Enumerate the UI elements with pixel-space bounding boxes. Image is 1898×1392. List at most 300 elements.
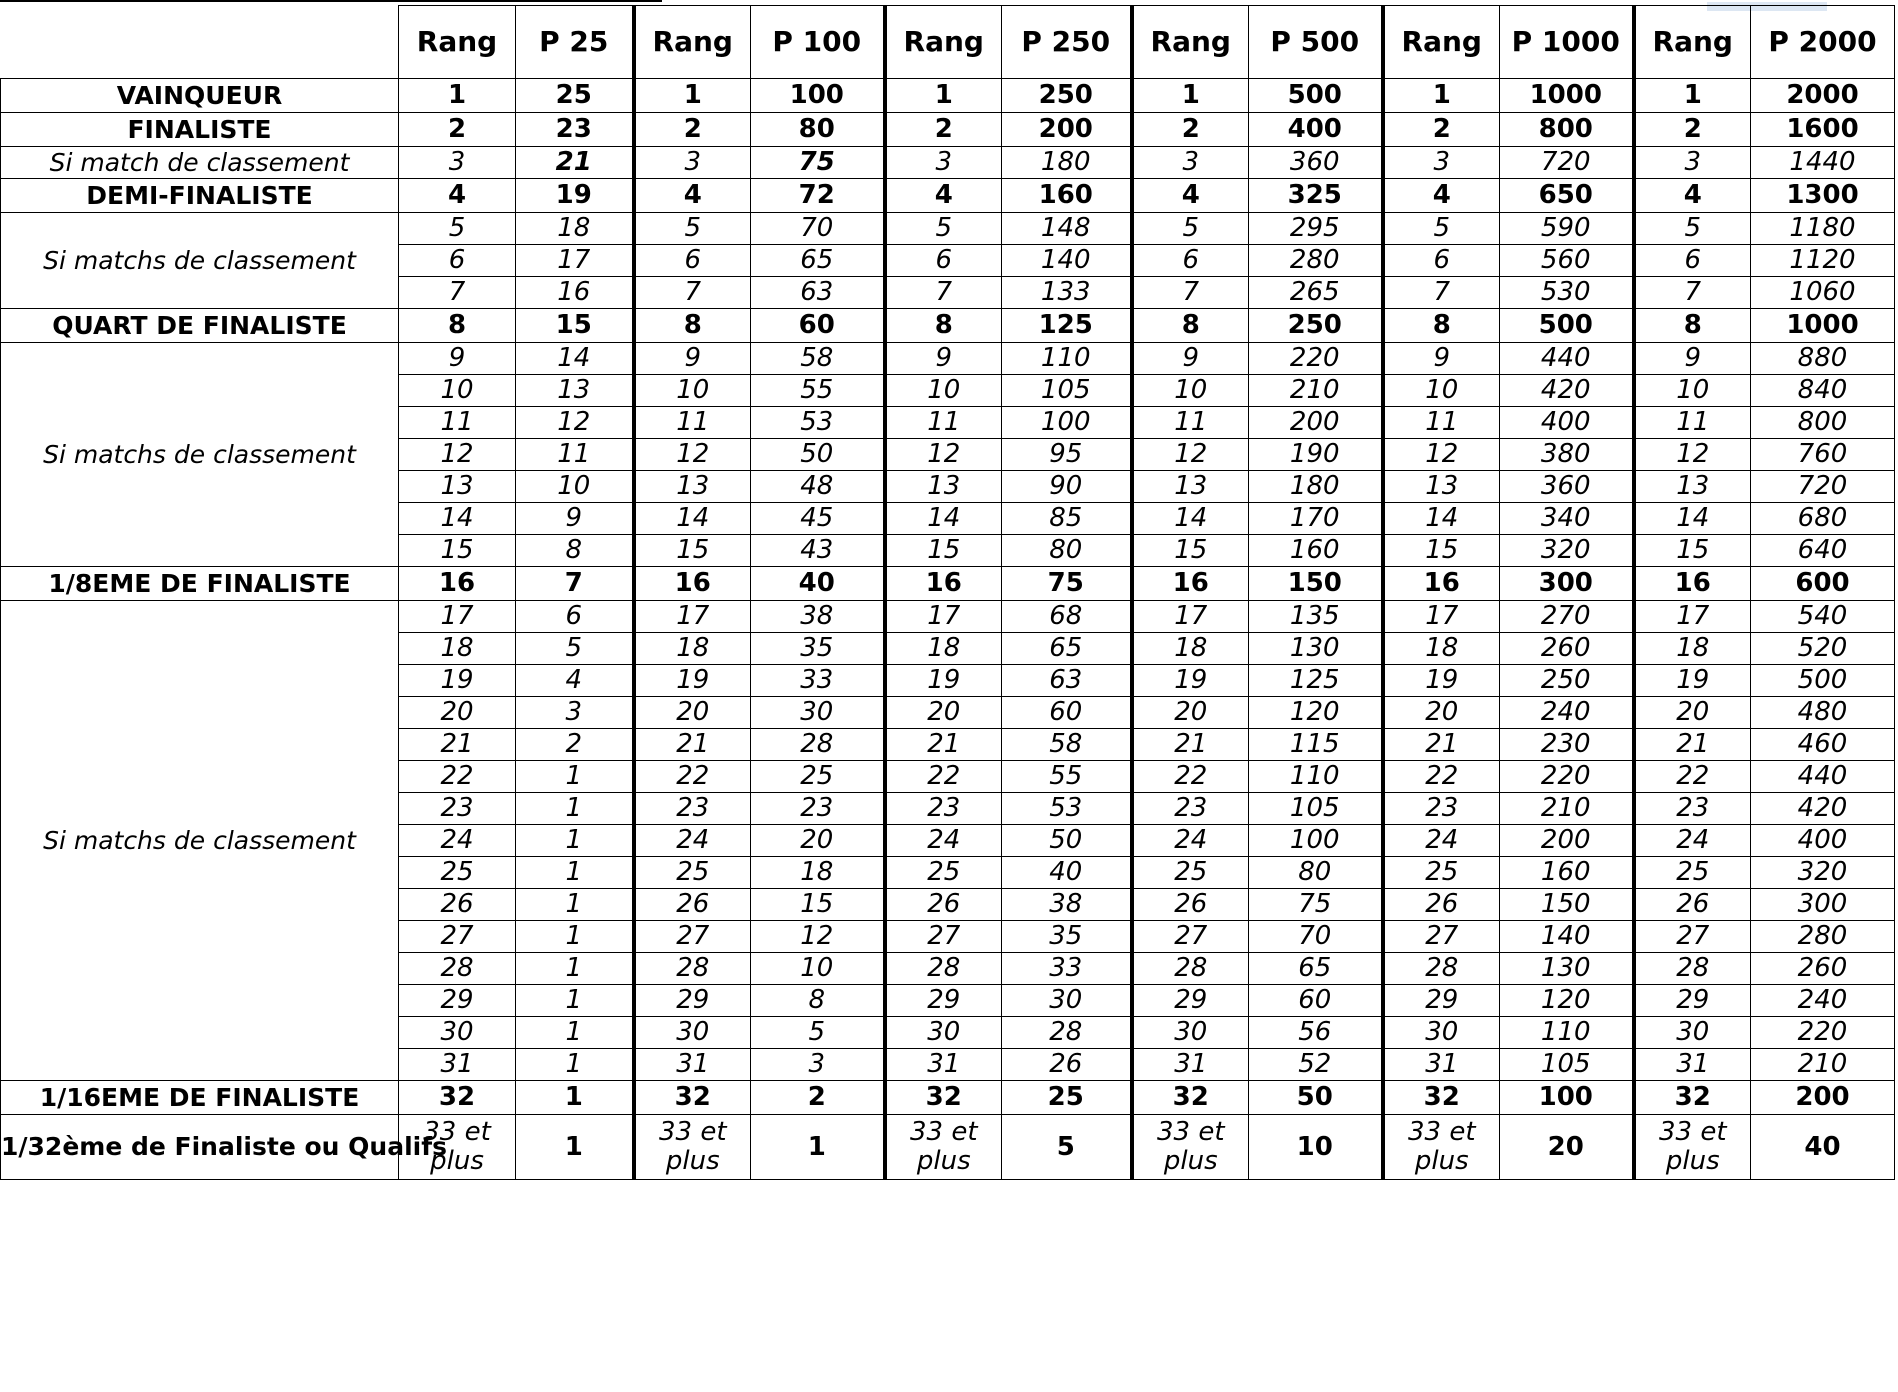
points-cell: 150	[1500, 889, 1634, 921]
points-cell: 80	[1002, 535, 1132, 567]
rang-cell: 4	[1634, 179, 1751, 213]
rang-cell: 3	[885, 147, 1002, 179]
rang-cell: 4	[1132, 179, 1249, 213]
rang-cell: 23	[634, 793, 751, 825]
rang-cell: 33 et plus	[1132, 1115, 1249, 1180]
points-cell: 28	[751, 729, 885, 761]
row-label: VAINQUEUR	[1, 79, 399, 113]
points-cell: 340	[1500, 503, 1634, 535]
points-cell: 60	[1249, 985, 1383, 1017]
rang-cell: 3	[399, 147, 516, 179]
points-cell: 58	[751, 343, 885, 375]
rang-cell: 20	[634, 697, 751, 729]
rang-cell: 14	[885, 503, 1002, 535]
rang-cell: 25	[399, 857, 516, 889]
points-cell: 1	[516, 1017, 634, 1049]
points-cell: 200	[1002, 113, 1132, 147]
table-row	[1, 213, 1895, 245]
rang-cell: 14	[1634, 503, 1751, 535]
rang-cell: 14	[399, 503, 516, 535]
rang-cell: 23	[1132, 793, 1249, 825]
rang-cell: 17	[1634, 601, 1751, 633]
points-cell: 53	[751, 407, 885, 439]
points-cell: 680	[1751, 503, 1895, 535]
rang-cell: 17	[885, 601, 1002, 633]
points-cell: 10	[1249, 1115, 1383, 1180]
rang-cell: 12	[634, 439, 751, 471]
rang-cell: 4	[885, 179, 1002, 213]
points-cell: 63	[751, 277, 885, 309]
points-cell: 420	[1500, 375, 1634, 407]
points-cell: 380	[1500, 439, 1634, 471]
rang-cell: 33 et plus	[634, 1115, 751, 1180]
points-cell: 120	[1500, 985, 1634, 1017]
rang-cell: 9	[1132, 343, 1249, 375]
rang-cell: 28	[399, 953, 516, 985]
rang-cell: 22	[1634, 761, 1751, 793]
table-row	[1, 147, 1895, 179]
points-cell: 56	[1249, 1017, 1383, 1049]
points-cell: 240	[1500, 697, 1634, 729]
rang-cell: 29	[1132, 985, 1249, 1017]
points-cell: 15	[751, 889, 885, 921]
points-cell: 250	[1002, 79, 1132, 113]
points-cell: 1	[751, 1115, 885, 1180]
rang-cell: 28	[634, 953, 751, 985]
rang-cell: 3	[634, 147, 751, 179]
rang-cell: 13	[1383, 471, 1500, 503]
rang-cell: 6	[1383, 245, 1500, 277]
points-cell: 360	[1500, 471, 1634, 503]
column-header: Rang	[1383, 6, 1500, 79]
rang-cell: 16	[1634, 567, 1751, 601]
points-cell: 720	[1751, 471, 1895, 503]
rang-cell: 12	[1383, 439, 1500, 471]
rang-cell: 25	[634, 857, 751, 889]
points-cell: 8	[751, 985, 885, 1017]
rang-cell: 32	[1132, 1081, 1249, 1115]
row-label: Si matchs de classement	[1, 213, 399, 309]
rang-cell: 4	[1383, 179, 1500, 213]
row-label: 1/16EME DE FINALISTE	[1, 1081, 399, 1115]
points-cell: 38	[751, 601, 885, 633]
points-cell: 1300	[1751, 179, 1895, 213]
points-cell: 40	[751, 567, 885, 601]
rang-cell: 25	[1132, 857, 1249, 889]
points-cell: 2000	[1751, 79, 1895, 113]
points-cell: 11	[516, 439, 634, 471]
points-cell: 160	[1249, 535, 1383, 567]
rang-cell: 31	[634, 1049, 751, 1081]
table-row	[1, 79, 1895, 113]
points-cell: 35	[1002, 921, 1132, 953]
row-label: DEMI-FINALISTE	[1, 179, 399, 213]
rang-cell: 10	[885, 375, 1002, 407]
row-label: 1/8EME DE FINALISTE	[1, 567, 399, 601]
points-cell: 12	[516, 407, 634, 439]
rang-cell: 22	[634, 761, 751, 793]
points-cell: 35	[751, 633, 885, 665]
rang-cell: 6	[634, 245, 751, 277]
rang-cell: 32	[885, 1081, 1002, 1115]
points-cell: 1000	[1500, 79, 1634, 113]
rang-cell: 15	[399, 535, 516, 567]
rang-cell: 29	[1634, 985, 1751, 1017]
points-cell: 280	[1249, 245, 1383, 277]
column-header: P 1000	[1500, 6, 1634, 79]
points-cell: 80	[751, 113, 885, 147]
table-row	[1, 343, 1895, 375]
row-label: FINALISTE	[1, 113, 399, 147]
rang-cell: 3	[1634, 147, 1751, 179]
rang-cell: 22	[399, 761, 516, 793]
rang-cell: 31	[1383, 1049, 1500, 1081]
points-cell: 1600	[1751, 113, 1895, 147]
rang-cell: 26	[885, 889, 1002, 921]
points-cell: 210	[1249, 375, 1383, 407]
points-cell: 840	[1751, 375, 1895, 407]
points-cell: 125	[1249, 665, 1383, 697]
rang-cell: 9	[1383, 343, 1500, 375]
points-cell: 1	[516, 1049, 634, 1081]
rang-cell: 1	[1634, 79, 1751, 113]
rang-cell: 21	[1634, 729, 1751, 761]
points-cell: 85	[1002, 503, 1132, 535]
points-cell: 30	[751, 697, 885, 729]
points-cell: 880	[1751, 343, 1895, 375]
rang-cell: 11	[634, 407, 751, 439]
table-row	[1, 601, 1895, 633]
points-cell: 1	[516, 761, 634, 793]
points-cell: 250	[1500, 665, 1634, 697]
points-cell: 200	[1249, 407, 1383, 439]
rang-cell: 1	[399, 79, 516, 113]
points-cell: 210	[1751, 1049, 1895, 1081]
rang-cell: 7	[1383, 277, 1500, 309]
points-cell: 43	[751, 535, 885, 567]
rang-cell: 14	[1132, 503, 1249, 535]
points-cell: 7	[516, 567, 634, 601]
points-cell: 265	[1249, 277, 1383, 309]
rang-cell: 30	[399, 1017, 516, 1049]
points-cell: 800	[1751, 407, 1895, 439]
points-cell: 40	[1751, 1115, 1895, 1180]
points-cell: 420	[1751, 793, 1895, 825]
column-header: Rang	[1132, 6, 1249, 79]
points-cell: 130	[1500, 953, 1634, 985]
rang-cell: 22	[1383, 761, 1500, 793]
rang-cell: 8	[885, 309, 1002, 343]
points-cell: 68	[1002, 601, 1132, 633]
rang-cell: 13	[1634, 471, 1751, 503]
points-cell: 1	[516, 921, 634, 953]
points-cell: 72	[751, 179, 885, 213]
rang-cell: 31	[885, 1049, 1002, 1081]
points-cell: 75	[1249, 889, 1383, 921]
rang-cell: 32	[1383, 1081, 1500, 1115]
points-cell: 180	[1002, 147, 1132, 179]
rang-cell: 20	[1634, 697, 1751, 729]
points-cell: 500	[1751, 665, 1895, 697]
points-cell: 25	[1002, 1081, 1132, 1115]
points-cell: 70	[751, 213, 885, 245]
rang-cell: 31	[1634, 1049, 1751, 1081]
points-cell: 400	[1751, 825, 1895, 857]
rang-cell: 2	[399, 113, 516, 147]
points-cell: 12	[751, 921, 885, 953]
rang-cell: 1	[1383, 79, 1500, 113]
points-cell: 50	[751, 439, 885, 471]
points-cell: 400	[1249, 113, 1383, 147]
rang-cell: 29	[399, 985, 516, 1017]
points-cell: 70	[1249, 921, 1383, 953]
rang-cell: 20	[399, 697, 516, 729]
rang-cell: 10	[399, 375, 516, 407]
rang-cell: 15	[1383, 535, 1500, 567]
points-cell: 480	[1751, 697, 1895, 729]
points-cell: 5	[751, 1017, 885, 1049]
points-cell: 1060	[1751, 277, 1895, 309]
points-cell: 150	[1249, 567, 1383, 601]
rang-cell: 11	[1383, 407, 1500, 439]
points-cell: 540	[1751, 601, 1895, 633]
points-cell: 23	[516, 113, 634, 147]
points-cell: 40	[1002, 857, 1132, 889]
rang-cell: 14	[634, 503, 751, 535]
rang-cell: 23	[1383, 793, 1500, 825]
rang-cell: 27	[1383, 921, 1500, 953]
points-cell: 440	[1500, 343, 1634, 375]
points-cell: 105	[1500, 1049, 1634, 1081]
points-cell: 16	[516, 277, 634, 309]
points-cell: 5	[516, 633, 634, 665]
points-cell: 4	[516, 665, 634, 697]
rang-cell: 12	[1132, 439, 1249, 471]
rang-cell: 20	[1383, 697, 1500, 729]
points-cell: 650	[1500, 179, 1634, 213]
rang-cell: 14	[1383, 503, 1500, 535]
rang-cell: 19	[1634, 665, 1751, 697]
points-cell: 53	[1002, 793, 1132, 825]
points-cell: 13	[516, 375, 634, 407]
points-cell: 800	[1500, 113, 1634, 147]
points-cell: 60	[1002, 697, 1132, 729]
rang-cell: 16	[885, 567, 1002, 601]
points-cell: 120	[1249, 697, 1383, 729]
rang-cell: 32	[1634, 1081, 1751, 1115]
rang-cell: 18	[634, 633, 751, 665]
rang-cell: 13	[885, 471, 1002, 503]
rang-cell: 27	[885, 921, 1002, 953]
rang-cell: 5	[399, 213, 516, 245]
points-table	[0, 5, 1895, 1180]
rang-cell: 12	[1634, 439, 1751, 471]
rang-cell: 17	[1132, 601, 1249, 633]
rang-cell: 9	[885, 343, 1002, 375]
rang-cell: 3	[1383, 147, 1500, 179]
rang-cell: 18	[1383, 633, 1500, 665]
rang-cell: 26	[1132, 889, 1249, 921]
rang-cell: 26	[634, 889, 751, 921]
column-header: P 25	[516, 6, 634, 79]
points-cell: 530	[1500, 277, 1634, 309]
points-cell: 1180	[1751, 213, 1895, 245]
points-cell: 2	[516, 729, 634, 761]
points-cell: 1	[516, 825, 634, 857]
column-header: Rang	[885, 6, 1002, 79]
rang-cell: 7	[634, 277, 751, 309]
points-cell: 220	[1249, 343, 1383, 375]
points-cell: 320	[1751, 857, 1895, 889]
points-cell: 100	[1249, 825, 1383, 857]
rang-cell: 22	[1132, 761, 1249, 793]
rang-cell: 19	[1132, 665, 1249, 697]
points-cell: 300	[1500, 567, 1634, 601]
rang-cell: 24	[1634, 825, 1751, 857]
points-cell: 5	[1002, 1115, 1132, 1180]
row-label: Si match de classement	[1, 147, 399, 179]
rang-cell: 10	[1132, 375, 1249, 407]
rang-cell: 8	[634, 309, 751, 343]
rang-cell: 12	[399, 439, 516, 471]
points-cell: 400	[1500, 407, 1634, 439]
points-cell: 18	[516, 213, 634, 245]
points-cell: 1	[516, 1115, 634, 1180]
rang-cell: 1	[885, 79, 1002, 113]
rang-cell: 31	[399, 1049, 516, 1081]
table-row	[1, 1081, 1895, 1115]
points-cell: 10	[516, 471, 634, 503]
points-cell: 1	[516, 1081, 634, 1115]
rang-cell: 17	[399, 601, 516, 633]
rang-cell: 24	[1132, 825, 1249, 857]
points-cell: 560	[1500, 245, 1634, 277]
rang-cell: 6	[1132, 245, 1249, 277]
top-border-line	[0, 0, 662, 2]
rang-cell: 7	[1132, 277, 1249, 309]
rang-cell: 18	[885, 633, 1002, 665]
points-cell: 20	[751, 825, 885, 857]
points-cell: 3	[751, 1049, 885, 1081]
points-cell: 75	[1002, 567, 1132, 601]
points-cell: 60	[751, 309, 885, 343]
rang-cell: 31	[1132, 1049, 1249, 1081]
header-corner-cell	[1, 6, 399, 79]
points-cell: 210	[1500, 793, 1634, 825]
points-cell: 25	[751, 761, 885, 793]
points-cell: 160	[1002, 179, 1132, 213]
rang-cell: 33 et plus	[885, 1115, 1002, 1180]
rang-cell: 28	[1634, 953, 1751, 985]
rang-cell: 6	[1634, 245, 1751, 277]
points-cell: 50	[1002, 825, 1132, 857]
points-cell: 148	[1002, 213, 1132, 245]
rang-cell: 24	[1383, 825, 1500, 857]
rang-cell: 10	[1383, 375, 1500, 407]
points-cell: 55	[1002, 761, 1132, 793]
rang-cell: 22	[885, 761, 1002, 793]
points-cell: 280	[1751, 921, 1895, 953]
rang-cell: 24	[885, 825, 1002, 857]
column-header: Rang	[634, 6, 751, 79]
points-cell: 80	[1249, 857, 1383, 889]
column-header: Rang	[1634, 6, 1751, 79]
rang-cell: 30	[1383, 1017, 1500, 1049]
rang-cell: 29	[634, 985, 751, 1017]
rang-cell: 24	[634, 825, 751, 857]
points-cell: 115	[1249, 729, 1383, 761]
rang-cell: 21	[634, 729, 751, 761]
points-cell: 23	[751, 793, 885, 825]
points-cell: 20	[1500, 1115, 1634, 1180]
rang-cell: 19	[634, 665, 751, 697]
rang-cell: 30	[1132, 1017, 1249, 1049]
points-cell: 110	[1249, 761, 1383, 793]
rang-cell: 30	[634, 1017, 751, 1049]
rang-cell: 19	[399, 665, 516, 697]
rang-cell: 32	[634, 1081, 751, 1115]
points-cell: 3	[516, 697, 634, 729]
rang-cell: 10	[634, 375, 751, 407]
rang-cell: 18	[1634, 633, 1751, 665]
rang-cell: 25	[885, 857, 1002, 889]
row-label: 1/32ème de Finaliste ou Qualifs	[1, 1115, 399, 1180]
points-cell: 90	[1002, 471, 1132, 503]
points-cell: 300	[1751, 889, 1895, 921]
points-cell: 30	[1002, 985, 1132, 1017]
points-cell: 48	[751, 471, 885, 503]
points-cell: 500	[1249, 79, 1383, 113]
points-cell: 360	[1249, 147, 1383, 179]
rang-cell: 16	[1383, 567, 1500, 601]
rang-cell: 15	[885, 535, 1002, 567]
points-cell: 95	[1002, 439, 1132, 471]
rang-cell: 24	[399, 825, 516, 857]
points-cell: 18	[751, 857, 885, 889]
rang-cell: 11	[1634, 407, 1751, 439]
points-cell: 17	[516, 245, 634, 277]
rang-cell: 33 et plus	[399, 1115, 516, 1180]
rang-cell: 23	[399, 793, 516, 825]
points-cell: 100	[751, 79, 885, 113]
points-cell: 180	[1249, 471, 1383, 503]
rang-cell: 30	[1634, 1017, 1751, 1049]
rang-cell: 28	[885, 953, 1002, 985]
points-cell: 28	[1002, 1017, 1132, 1049]
points-cell: 220	[1500, 761, 1634, 793]
column-header: P 500	[1249, 6, 1383, 79]
rang-cell: 6	[885, 245, 1002, 277]
row-label: QUART DE FINALISTE	[1, 309, 399, 343]
rang-cell: 21	[1132, 729, 1249, 761]
rang-cell: 16	[634, 567, 751, 601]
points-cell: 105	[1249, 793, 1383, 825]
table-row	[1, 309, 1895, 343]
points-cell: 58	[1002, 729, 1132, 761]
points-cell: 260	[1500, 633, 1634, 665]
points-cell: 1440	[1751, 147, 1895, 179]
points-cell: 110	[1500, 1017, 1634, 1049]
rang-cell: 23	[885, 793, 1002, 825]
rang-cell: 7	[885, 277, 1002, 309]
points-cell: 295	[1249, 213, 1383, 245]
points-cell: 140	[1500, 921, 1634, 953]
points-cell: 6	[516, 601, 634, 633]
rang-cell: 7	[399, 277, 516, 309]
rang-cell: 25	[1383, 857, 1500, 889]
rang-cell: 29	[1383, 985, 1500, 1017]
rang-cell: 10	[1634, 375, 1751, 407]
